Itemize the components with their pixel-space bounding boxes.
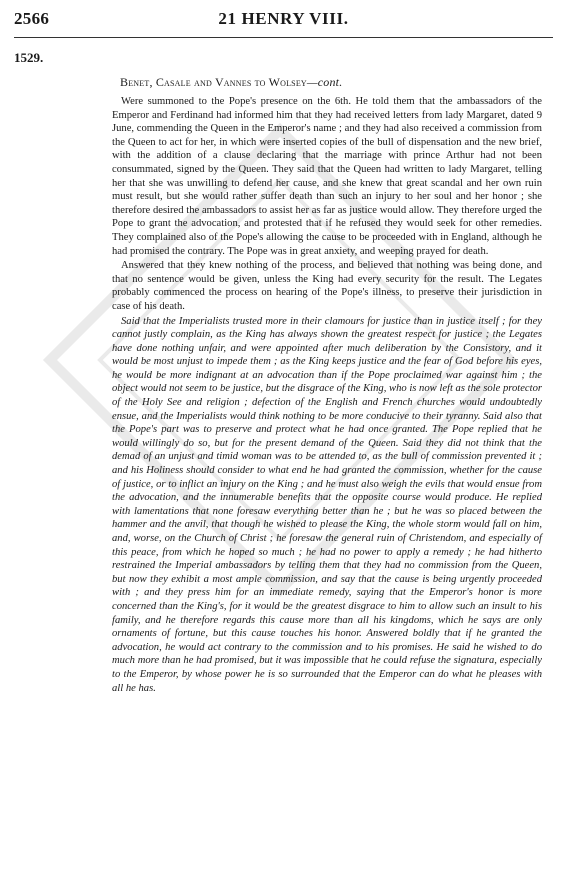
header-rule xyxy=(14,37,553,38)
paragraph-answer: Answered that they knew nothing of the process, and believed that nothing was being done, and that no sentence would be given, unless the King had every security for the result. The Legates probably commenced the process on hearing of the Pope's illness, to preserve their jurisdiction in case of his death. xyxy=(112,260,542,312)
document-body xyxy=(112,95,542,696)
page-number: 2566 xyxy=(14,9,50,28)
year-marginal: 1529. xyxy=(14,50,44,65)
running-title: 21 HENRY VIII. xyxy=(218,9,349,28)
section-heading-suffix: —cont. xyxy=(306,75,343,89)
paragraph-imperialists: Said that the Imperialists trusted more in their clamours for justice than in justice itself ; for they cannot justly complain, as the King has always shown the greatest respect for justice ; the Legates have done nothing unfair, and were appointed after much deliberation by the Consistory, and it would be most unjust to impede them ; as the King keeps justice and the fear of God before his eyes, he would be more indignant at an advocation than if the Pope proclaimed war against him ; the object would not seem to be justice, but the disgrace of the King, who is now left as the sole protector of the Holy See and religion ; defection of the English and French churches would undoubtedly ensue, and the Imperialists would think nothing to be more conducive to their tyranny. Said also that the Pope's part was to preserve and protect what he had once granted. The Pope replied that he would willingly do so, but for the present demand of the Queen. Said they did not think that the demad of an unjust and timid woman was to be attended to, as the bull of commission prevented it ; and his Holiness should consider to what end he had granted the commission, whether for the cause of justice, or to inflict an injury on the King ; and he must also weigh the evils that would ensue from the advocation, and the innumerable benefits that the opposite course would produce. He replied with lamentations that none foresaw everything better than he ; but he was so placed between the hammer and the anvil, that though he wished to please the King, the whole storm would fall on him, and, worse, on the Church of Christ ; he foresaw the general ruin of Christendom, and especially of this peace, from which he hoped so much ; he had no power to apply a remedy ; he had hitherto restrained the Imperial ambassadors by telling them that they had no commission from the Queen, but now they exhibit a most ample commission, and say that the cause is being urgently proceeded with ; and they press him for an immediate remedy, saying that the Emperor's honor is more concerned than the King's, for it would be the greatest disgrace to him to allow such an insult to his family, and he therefore regards this cause more than all his kingdoms, which he says are only ornaments of fortune, but this cause touches his honor. Answered boldly that if he granted the advocation, he would act contrary to the commission and to his promises. He said he wished to do much more than he had promised, but it was impossible that he could refuse the signatura, especially to the Emperor, by whose power he is so surrounded that the Emperor can do what he pleases with all he has. xyxy=(112,315,542,694)
section-heading-title: Benet, Casale and Vannes to Wolsey xyxy=(120,75,307,89)
section-heading xyxy=(120,75,342,90)
paragraph-summons: Were summoned to the Pope's presence on the 6th. He told them that the ambassadors of the Emperor and Ferdinand had informed him that they had received letters from lady Margaret, dated 9 June, commending the Queen in the Emperor's name ; and they had also received a commission from the Queen to act for her, in which were inserted copies of the bull of dispensation and the new brief, with the addition of a clause declaring that the marriage with prince Arthur had not been consummated, signed by the Queen. They said that the Queen had written to lady Margaret, telling her that she was unwilling to defend her cause, and she knew that great scandal and her own ruin must result, but she would rather suffer death than such an injury to her soul and her honor ; she therefore desired the ambassadors to assist her as far as justice would allow. They therefore urged the Pope to grant the advocation, and protested that if he refused they would seek for other remedies. They complained also of the Pope's allowing the cause to be proceeded with in England, although he had promised the contrary. The Pope was in great anxiety, and weeping prayed for death. xyxy=(112,96,542,257)
page-header xyxy=(14,9,553,35)
